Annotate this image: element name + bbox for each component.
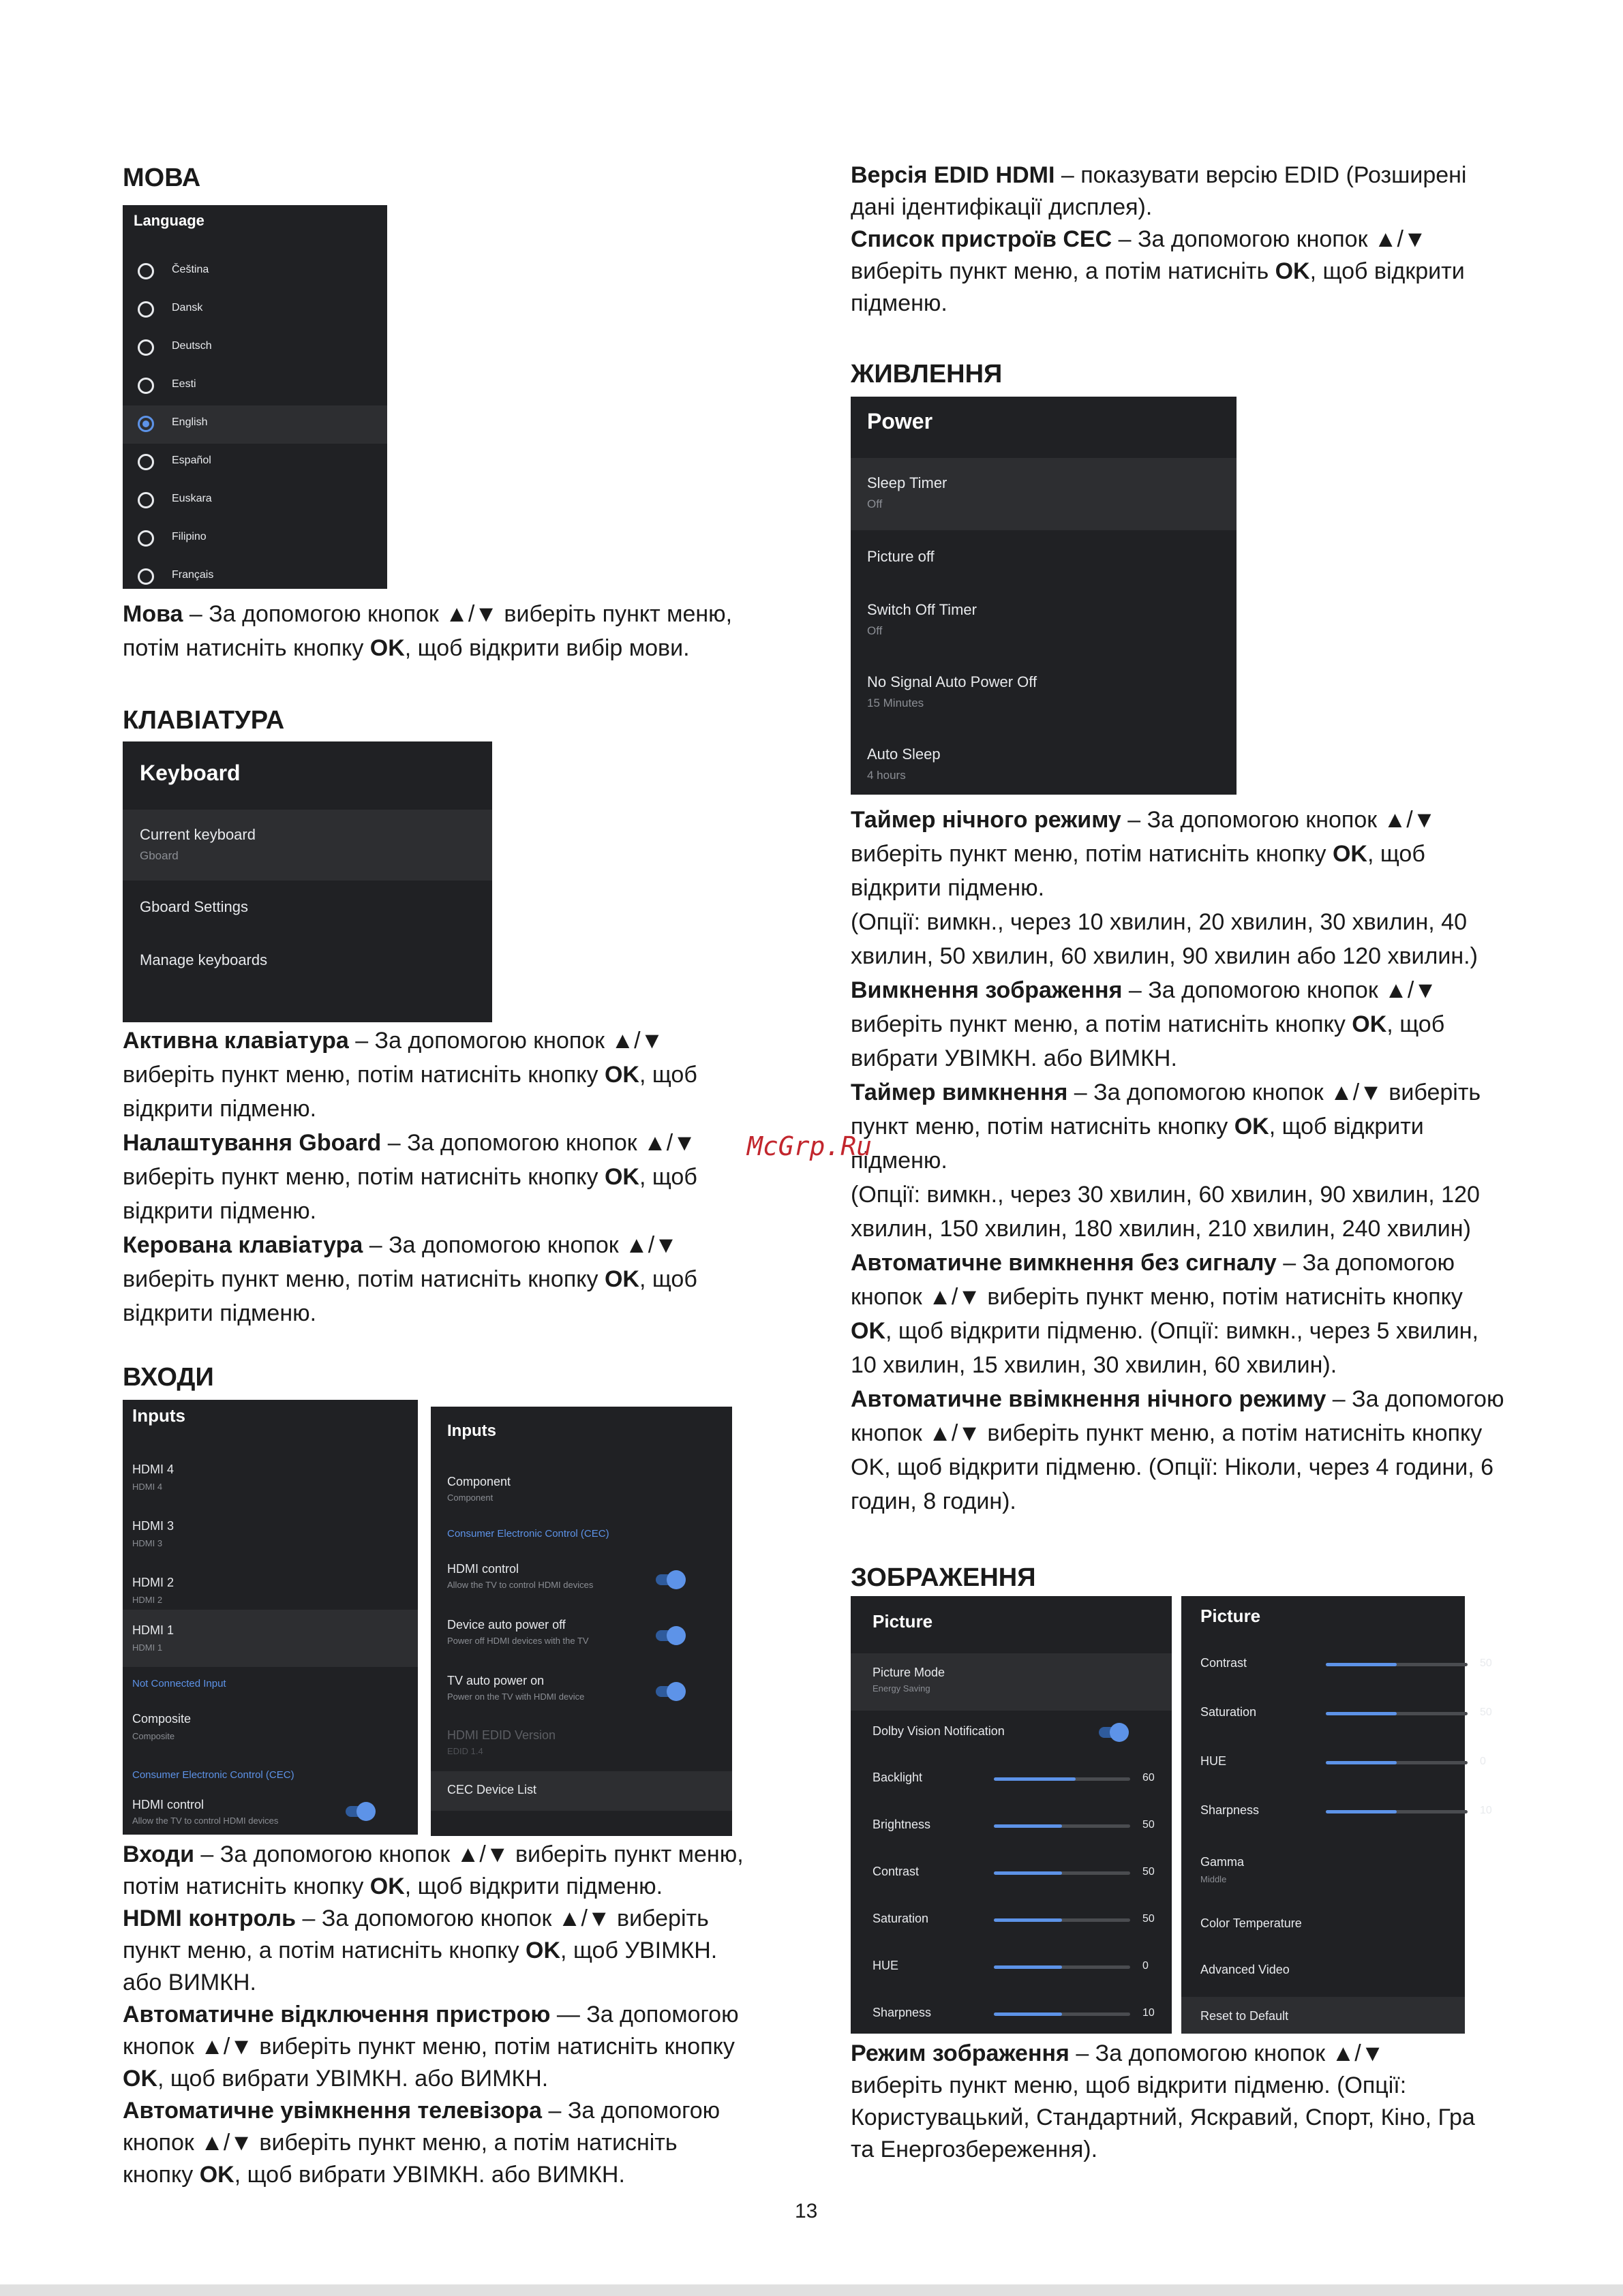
slider-track[interactable] — [994, 1824, 1130, 1828]
radio-off-icon — [138, 530, 154, 547]
language-item[interactable]: Euskara — [123, 482, 387, 520]
cec-device-list-item[interactable]: CEC Device List — [431, 1771, 732, 1811]
slider-value: 50 — [1480, 1706, 1492, 1718]
picture-description: Режим зображення – За допомогою кнопок ▲/▼ виберіть пункт меню, щоб відкрити підменю. (Опції: Користувацький, Стандартний, Яскравий, Спорт, Кіно, Гра та Енергозбереження). — [851, 2040, 1475, 2162]
picture-screen-2-title: Picture — [1200, 1606, 1261, 1626]
slider-item-sharpness[interactable] — [851, 1993, 1172, 2040]
toggle-on-icon[interactable] — [346, 1806, 373, 1817]
language-screen — [123, 205, 387, 589]
keyboard-screen-title: Keyboard — [140, 761, 241, 785]
radio-off-icon — [138, 263, 154, 279]
page-number: 13 — [795, 2200, 818, 2222]
slider-track[interactable] — [994, 2012, 1130, 2016]
slider-track[interactable] — [1326, 1810, 1468, 1813]
radio-off-icon — [138, 378, 154, 394]
language-item[interactable]: Filipino — [123, 520, 387, 558]
inputs-screen-1-title: Inputs — [132, 1405, 185, 1426]
section-heading-language: МОВА — [123, 164, 201, 192]
radio-off-icon — [138, 339, 154, 356]
input-hdmi4[interactable]: HDMI 4 HDMI 4 — [132, 1463, 175, 1492]
cec-header: Consumer Electronic Control (CEC) — [447, 1528, 609, 1540]
input-hdmi2[interactable]: HDMI 2 HDMI 2 — [132, 1576, 175, 1605]
sleep-timer-item[interactable]: Sleep Timer Off — [851, 458, 1237, 530]
section-heading-inputs: ВХОДИ — [123, 1363, 214, 1392]
language-item[interactable]: Français — [123, 558, 387, 596]
picture-screen-1-title: Picture — [873, 1611, 933, 1632]
slider-value: 10 — [1480, 1805, 1492, 1816]
hdmi-edid-version-item: HDMI EDID Version EDID 1.4 — [447, 1728, 556, 1756]
slider-label: HUE — [1200, 1754, 1227, 1768]
language-item[interactable]: Deutsch — [123, 329, 387, 367]
slider-track[interactable] — [994, 1918, 1130, 1922]
slider-value: 50 — [1142, 1819, 1155, 1831]
hdmi-control-item[interactable]: HDMI control Allow the TV to control HDMI devices — [123, 1794, 418, 1835]
slider-item-backlight[interactable] — [851, 1758, 1172, 1805]
cec-header: Consumer Electronic Control (CEC) — [132, 1769, 294, 1781]
slider-item-sharpness[interactable] — [1181, 1791, 1492, 1840]
slider-fill — [1326, 1810, 1397, 1813]
toggle-on-icon[interactable] — [656, 1574, 683, 1585]
power-screen — [851, 397, 1237, 795]
slider-fill — [994, 1777, 1076, 1781]
language-item[interactable]: Español — [123, 444, 387, 482]
gamma-item[interactable]: Gamma Middle — [1200, 1855, 1245, 1884]
language-screen-title: Language — [134, 212, 204, 229]
slider-value: 50 — [1480, 1657, 1492, 1669]
slider-value: 0 — [1142, 1960, 1149, 1972]
slider-label: Sharpness — [873, 2006, 932, 2019]
picture-screen-2 — [1181, 1596, 1492, 2034]
radio-off-icon — [138, 492, 154, 508]
slider-label: Backlight — [873, 1771, 923, 1784]
bottom-strip — [0, 2284, 1623, 2296]
slider-label: Contrast — [873, 1865, 920, 1878]
current-keyboard-item[interactable]: Current keyboard Gboard — [123, 810, 492, 881]
tv-auto-power-on-item[interactable]: TV auto power on Power on the TV with HDMI device — [431, 1674, 732, 1721]
section-heading-power: ЖИВЛЕННЯ — [851, 360, 1003, 388]
slider-fill — [1326, 1663, 1397, 1666]
input-hdmi1[interactable]: HDMI 1 HDMI 1 — [123, 1610, 418, 1667]
slider-label: HUE — [873, 1959, 899, 1972]
slider-value: 50 — [1142, 1913, 1155, 1925]
section-heading-keyboard: КЛАВІАТУРА — [123, 706, 285, 735]
slider-item-hue[interactable] — [851, 1946, 1172, 1993]
no-signal-auto-power-off-item[interactable]: No Signal Auto Power Off 15 Minutes — [867, 673, 1037, 709]
language-item[interactable]: Eesti — [123, 367, 387, 405]
color-temperature-item[interactable]: Color Temperature — [1200, 1916, 1302, 1930]
picture-mode-item[interactable]: Picture Mode Energy Saving — [851, 1653, 1172, 1711]
slider-fill — [994, 1824, 1062, 1828]
slider-item-contrast[interactable] — [851, 1852, 1172, 1899]
slider-item-brightness[interactable] — [851, 1805, 1172, 1852]
slider-track[interactable] — [1326, 1663, 1468, 1666]
slider-fill — [994, 1918, 1062, 1922]
slider-track[interactable] — [994, 1965, 1130, 1969]
slider-fill — [1326, 1712, 1397, 1715]
slider-value: 50 — [1142, 1866, 1155, 1878]
toggle-on-icon[interactable] — [656, 1686, 683, 1697]
language-item[interactable]: Dansk — [123, 291, 387, 329]
radio-off-icon — [138, 454, 154, 470]
radio-on-icon — [138, 416, 154, 432]
slider-label: Contrast — [1200, 1656, 1247, 1670]
slider-track[interactable] — [1326, 1761, 1468, 1764]
power-description: Таймер нічного режиму – За допомогою кнопок ▲/▼ виберіть пункт меню, потім натисніть кнопку OK, щоб відкрити підменю. (Опції: вимкн., через 10 хвилин, 20 хвилин, 30 хвилин, 40 хвилин, 50 хвилин, 60 хвилин, 90 хвилин або 120 хвилин.) Вимкнення зображення – За допомогою кнопок ▲/▼ виберіть пункт меню, а потім натисніть кнопку OK, щоб вибрати УВІМКН. або ВИМКН. Таймер вимкнення – За допомогою кнопок ▲/▼ виберіть пункт меню, потім натисніть кнопку OK, щоб відкрити підменю. (Опції: вимкн., через 30 хвилин, 60 хвилин, 90 хвилин, 120 хвилин, 150 хвилин, 180 хвилин, 210 хвилин, 240 хвилин) Автоматичне вимкнення без сигналу – За допомогою кнопок ▲/▼ виберіть пункт меню, потім натисніть кнопку OK, щоб відкрити підменю. (Опції: вимкн., через 5 хвилин, 10 хвилин, 15 хвилин, 30 хвилин, 60 хвилин). Автоматичне ввімкнення нічного режиму – За допомогою кнопок ▲/▼ виберіть пункт меню, а потім натисніть кнопку OK, щоб відкрити підменю. (Опції: Ніколи, через 4 години, 6 годин, 8 годин). — [851, 807, 1504, 1514]
slider-fill — [994, 1871, 1062, 1875]
slider-value: 10 — [1142, 2007, 1155, 2019]
input-component[interactable]: Component Component — [447, 1475, 511, 1503]
slider-label: Saturation — [873, 1912, 929, 1925]
slider-value: 60 — [1142, 1772, 1155, 1784]
slider-item-hue[interactable] — [1181, 1742, 1486, 1791]
slider-fill — [1326, 1761, 1397, 1764]
reset-to-default-item[interactable]: Reset to Default — [1181, 1997, 1465, 2034]
hdmi-control-item[interactable]: HDMI control Allow the TV to control HDMI devices — [431, 1562, 732, 1610]
slider-label: Sharpness — [1200, 1803, 1260, 1817]
input-hdmi3[interactable]: HDMI 3 HDMI 3 — [132, 1519, 175, 1548]
picture-screen-1 — [851, 1596, 1172, 2034]
edid-cec-description: Версія EDID HDMI – показувати версію EDID (Розширені дані ідентифікації дисплея). Список пристроїв CEC – За допомогою кнопок ▲/▼ виберіть пункт меню, а потім натисніть OK, щоб відкрити підменю. — [851, 162, 1467, 316]
language-item[interactable]: Čeština — [123, 253, 387, 291]
slider-label: Brightness — [873, 1818, 931, 1831]
toggle-on-icon[interactable] — [1099, 1727, 1126, 1738]
input-composite[interactable]: Composite Composite — [132, 1712, 192, 1741]
gboard-settings-item[interactable]: Gboard Settings — [140, 898, 248, 915]
slider-label: Saturation — [1200, 1705, 1257, 1719]
slider-track[interactable] — [994, 1871, 1130, 1875]
slider-item-contrast[interactable] — [1181, 1644, 1492, 1693]
toggle-on-icon[interactable] — [656, 1630, 683, 1641]
slider-fill — [994, 1965, 1062, 1969]
language-item-selected[interactable]: English — [123, 405, 387, 444]
slider-item-saturation[interactable] — [1181, 1693, 1492, 1742]
slider-fill — [994, 2012, 1062, 2016]
slider-track[interactable] — [994, 1777, 1130, 1781]
picture-off-item[interactable]: Picture off — [867, 548, 935, 565]
advanced-video-item[interactable]: Advanced Video — [1200, 1963, 1290, 1976]
switch-off-timer-item[interactable]: Switch Off Timer Off — [867, 601, 977, 637]
device-auto-power-off-item[interactable]: Device auto power off Power off HDMI devices with the TV — [431, 1618, 732, 1666]
inputs-screen-1 — [123, 1400, 418, 1835]
power-screen-title: Power — [867, 409, 933, 433]
auto-sleep-item[interactable]: Auto Sleep 4 hours — [867, 746, 941, 782]
inputs-screen-2-title: Inputs — [447, 1422, 496, 1440]
inputs-screen-2 — [431, 1407, 732, 1836]
slider-item-saturation[interactable] — [851, 1899, 1172, 1946]
not-connected-header: Not Connected Input — [132, 1678, 226, 1689]
slider-track[interactable] — [1326, 1712, 1468, 1715]
keyboard-description: Активна клавіатура – За допомогою кнопок ▲/▼ виберіть пункт меню, потім натисніть кнопку OK, щоб відкрити підменю. Налаштування Gboard – За допомогою кнопок ▲/▼ виберіть пункт меню, потім натисніть кнопку OK, щоб відкрити підменю. Керована клавіатура – За допомогою кнопок ▲/▼ виберіть пункт меню, потім натисніть кнопку OK, щоб відкрити підменю. — [123, 1028, 697, 1326]
language-description: Мова – За допомогою кнопок ▲/▼ виберіть пункт меню, потім натисніть кнопку OK, щоб відкрити вибір мови. — [123, 601, 733, 661]
watermark: McGrp.Ru — [747, 1131, 873, 1161]
radio-off-icon — [138, 568, 154, 585]
section-heading-picture: ЗОБРАЖЕННЯ — [851, 1563, 1036, 1592]
radio-off-icon — [138, 301, 154, 318]
inputs-description: Входи – За допомогою кнопок ▲/▼ виберіть пункт меню, потім натисніть кнопку OK, щоб відкрити підменю. HDMI контроль – За допомогою кнопок ▲/▼ виберіть пункт меню, а потім натисніть кнопку OK, щоб УВІМКН. або ВИМКН. Автоматичне відключення пристрою — За допомогою кнопок ▲/▼ виберіть пункт меню, потім натисніть кнопку OK, щоб вибрати УВІМКН. або ВИМКН. Автоматичне увімкнення телевізора – За допомогою кнопок ▲/▼ виберіть пункт меню, а потім натисніть кнопку OK, щоб вибрати УВІМКН. або ВИМКН. — [123, 1841, 744, 2188]
keyboard-screen — [123, 741, 492, 1022]
manage-keyboards-item[interactable]: Manage keyboards — [140, 951, 268, 968]
dolby-vision-notification-item[interactable]: Dolby Vision Notification — [851, 1716, 1172, 1757]
slider-value: 0 — [1480, 1756, 1486, 1767]
